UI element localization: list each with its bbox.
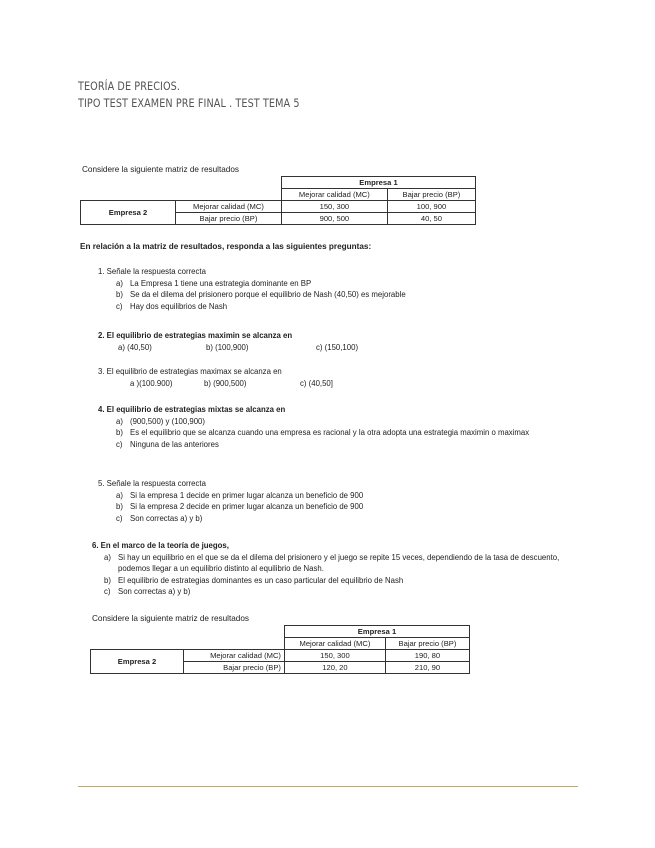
matrix1-cell: 900, 500 xyxy=(281,213,387,225)
question-6-title: 6. En el marco de la teoría de juegos, xyxy=(92,541,229,550)
payoff-matrix-1 xyxy=(80,176,476,225)
header-title: TEORÍA DE PRECIOS. xyxy=(78,79,181,93)
matrix1-col1: Mejorar calidad (MC) xyxy=(281,189,387,201)
document-header xyxy=(78,78,342,112)
footer-divider xyxy=(78,786,578,787)
question-1-option-c: c) Hay dos equilibrios de Nash xyxy=(116,301,228,311)
question-6 xyxy=(92,540,568,598)
question-5-option-a: a) Si la empresa 1 decide en primer lugar alcanza un beneficio de 900 xyxy=(116,490,364,500)
matrix2-cell: 150, 300 xyxy=(284,650,385,662)
payoff-matrix-2 xyxy=(90,625,470,674)
relation-instruction: En relación a la matriz de resultados, responda a las siguientes preguntas: xyxy=(80,242,372,251)
question-1-option-a: a) La Empresa 1 tiene una estrategia dominante en BP xyxy=(116,278,312,288)
matrix1-col2: Bajar precio (BP) xyxy=(387,189,475,201)
question-1 xyxy=(98,266,568,312)
matrix1-row2: Bajar precio (BP) xyxy=(176,213,282,225)
matrix2-intro: Considere la siguiente matriz de resultados xyxy=(92,614,250,623)
question-4-option-c: c) Ninguna de las anteriores xyxy=(116,439,219,449)
question-5-option-b: b) Si la empresa 2 decide en primer lugar alcanza un beneficio de 900 xyxy=(116,502,364,511)
question-1-option-b: b) Se da el dilema del prisionero porque el equilibrio de Nash (40,50) es mejorable xyxy=(116,290,406,299)
question-2 xyxy=(98,330,568,353)
header-subtitle: TIPO TEST EXAMEN PRE FINAL . TEST TEMA 5 xyxy=(78,96,300,110)
question-6-option-a: a) Si hay un equilibrio en el que se da el dilema del prisionero y el juego se repite 15 veces, dependiendo de la tasa de descuento, podemos llegar a un equilibrio distinto al equilibrio de Nash. xyxy=(104,552,560,573)
matrix2-col1: Mejorar calidad (MC) xyxy=(284,638,385,650)
matrix1-col-group: Empresa 1 xyxy=(281,177,475,189)
question-6-option-c: c) Son correctas a) y b) xyxy=(104,587,191,596)
matrix2-row2: Bajar precio (BP) xyxy=(184,662,285,674)
matrix1-cell: 150, 300 xyxy=(281,201,387,213)
question-2-option-a: a) (40,50) xyxy=(118,342,152,352)
question-3-option-b: b) (900,500) xyxy=(204,378,247,388)
matrix2-row-group: Empresa 2 xyxy=(91,650,184,674)
matrix2-cell: 210, 90 xyxy=(385,662,469,674)
question-4-option-b: b) Es el equilibrio que se alcanza cuando una empresa es racional y la otra adopta una estrategia maximin o maximax xyxy=(116,428,530,437)
question-3 xyxy=(98,366,568,389)
question-4-option-a: a) (900,500) y (100,900) xyxy=(116,416,205,426)
question-5-title: 5. Señale la respuesta correcta xyxy=(98,479,206,488)
question-1-title: 1. Señale la respuesta correcta xyxy=(98,267,206,276)
question-2-option-b: b) (100,900) xyxy=(206,342,249,352)
question-2-option-c: c) (150,100) xyxy=(316,342,359,352)
matrix1-cell: 100, 900 xyxy=(387,201,475,213)
matrix1-row-group: Empresa 2 xyxy=(81,201,176,225)
question-3-option-a: a )(100.900) xyxy=(130,378,173,388)
question-3-title: 3. El equilibrio de estrategias maximax se alcanza en xyxy=(98,367,282,376)
question-5-option-c: c) Son correctas a) y b) xyxy=(116,513,203,523)
question-3-options xyxy=(98,378,568,390)
question-5 xyxy=(98,478,568,524)
matrix2-col2: Bajar precio (BP) xyxy=(385,638,469,650)
question-2-title: 2. El equilibrio de estrategias maximin se alcanza en xyxy=(98,331,293,340)
question-3-option-c: c) (40,50] xyxy=(300,378,333,388)
matrix2-cell: 120, 20 xyxy=(284,662,385,674)
matrix1-intro: Considere la siguiente matriz de resultados xyxy=(82,165,240,174)
matrix2-cell: 190, 80 xyxy=(385,650,469,662)
matrix2-col-group: Empresa 1 xyxy=(284,626,469,638)
question-4-title: 4. El equilibrio de estrategias mixtas se alcanza en xyxy=(98,405,286,414)
matrix1-cell: 40, 50 xyxy=(387,213,475,225)
matrix2-row1: Mejorar calidad (MC) xyxy=(184,650,285,662)
question-6-option-b: b) El equilibrio de estrategias dominantes es un caso particular del equilibrio de Nash xyxy=(104,575,404,585)
question-4 xyxy=(98,404,568,450)
matrix1-row1: Mejorar calidad (MC) xyxy=(176,201,282,213)
question-2-options xyxy=(98,342,568,354)
